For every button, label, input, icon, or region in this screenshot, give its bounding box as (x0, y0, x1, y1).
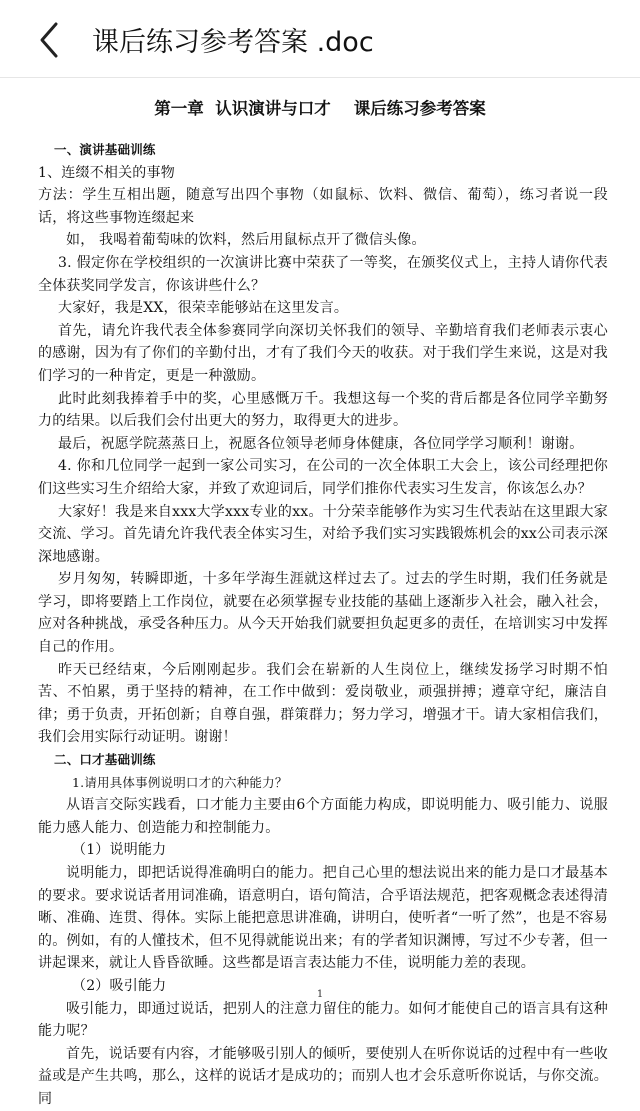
section-heading: 一、演讲基础训练 (54, 142, 156, 157)
paragraph: 首先，请允许我代表全体参赛同学向深切关怀我们的领导、辛勤培育我们老师表示衷心的感谢，因为有了你们的辛勤付出，才有了我们今天的收获。对于我们学生来说，这是对我们学习的一种肯定，更是一种激励。 (38, 322, 608, 384)
exercise-heading: 1、连缀不相关的事物 (38, 164, 175, 181)
paragraph: 最后，祝愿学院蒸蒸日上，祝愿各位领导老师身体健康，各位同学学习顺利！谢谢。 (58, 435, 584, 452)
paragraph: 昨天已经结束，今后刚刚起步。我们会在崭新的人生岗位上，继续发扬学习时期不怕苦、不怕累，勇于坚持的精神，在工作中做到：爱岗敬业，顽强拼搏；遵章守纪，廉洁自律；勇于负责，开拓创新；自尊自强，群策群力；努力学习，增强才干。请大家相信我们，我们会用实际行动证明。谢谢！ (38, 661, 608, 746)
document-body (38, 139, 608, 1111)
page-number: 1 (316, 989, 324, 1000)
subheading: （1）说明能力 (72, 842, 167, 859)
paragraph: 岁月匆匆，转瞬即逝，十多年学海生涯就这样过去了。过去的学生时期，我们任务就是学习，即将要踏上工作岗位，就要在必须掌握专业技能的基础上逐渐步入社会，融入社会，应对各种挑战，承受各种压力。从今天开始我们就要担负起更多的责任，在培训实习中发挥自己的作用。 (38, 571, 608, 656)
exercise-question: 3. 假定你在学校组织的一次演讲比赛中荣获了一等奖，在颁奖仪式上，主持人请你代表全体获奖同学发言，你该讲些什么？ (38, 254, 608, 294)
paragraph: 大家好，我是XX，很荣幸能够站在这里发言。 (58, 300, 349, 317)
paragraph: 从语言交际实践看，口才能力主要由6个方面能力构成，即说明能力、吸引能力、说服能力感人能力、创造能力和控制能力。 (38, 797, 608, 836)
chevron-left-icon (30, 18, 70, 62)
document-page[interactable] (0, 79, 640, 1107)
paragraph: 如， 我喝着葡萄味的饮料，然后用鼠标点开了微信头像。 (66, 232, 426, 249)
paragraph: 方法：学生互相出题，随意写出四个事物（如鼠标、饮料、微信、葡萄），练习者说一段话，将这些事物连缀起来 (38, 187, 608, 226)
exercise-question: 4. 你和几位同学一起到一家公司实习，在公司的一次全体职工大会上，该公司经理把你们这些实习生介绍给大家，并致了欢迎词后，同学们推你代表实习生发言，你该怎么办？ (38, 458, 608, 497)
paragraph: 此时此刻我捧着手中的奖，心里感慨万千。我想这每一个奖的背后都是各位同学辛勤努力的结果。以后我们会付出更大的努力，取得更大的进步。 (38, 390, 608, 430)
back-button[interactable] (30, 18, 70, 62)
exercise-question: 1.请用具体事例说明口才的六种能力？ (72, 774, 288, 790)
top-bar (0, 0, 640, 78)
paragraph: 大家好！我是来自xxx大学xxx专业的xx。十分荣幸能够作为实习生代表站在这里跟大家交流、学习。首先请允许我代表全体实习生，对给予我们实习实践锻炼机会的xx公司表示深深地感谢。 (38, 503, 608, 565)
document-title: 课后练习参考答案 .doc (92, 27, 374, 58)
paragraph: 首先，说话要有内容，才能够吸引别人的倾听，要使别人在听你说话的过程中有一些收益或是产生共鸣，那么，这样的说话才是成功的；而别人也才会乐意听你说话，与你交流。同 (38, 1045, 608, 1107)
section-heading: 二、口才基础训练 (54, 752, 156, 768)
subheading: （2）吸引能力 (72, 977, 167, 994)
chapter-title: 第一章 认识演讲与口才 课后练习参考答案 (154, 99, 486, 118)
paragraph: 说明能力，即把话说得准确明白的能力。把自己心里的想法说出来的能力是口才最基本的要求。要求说话者用词准确，语意明白，语句简洁，合乎语法规范，把客观概念表述得清晰、准确、连贯、得体。实际上能把意思讲准确，讲明白，使听者“一听了然”，也是不容易的。例如，有的人懂技术，但不见得就能说出来；有的学者知识渊博，写过不少专著，但一讲起课来，就让人昏昏欲睡。这些都是语言表达能力不佳，说明能力差的表现。 (38, 865, 608, 972)
paragraph: 吸引能力，即通过说话，把别人的注意力留住的能力。如何才能使自己的语言具有这种能力呢？ (38, 1000, 608, 1040)
